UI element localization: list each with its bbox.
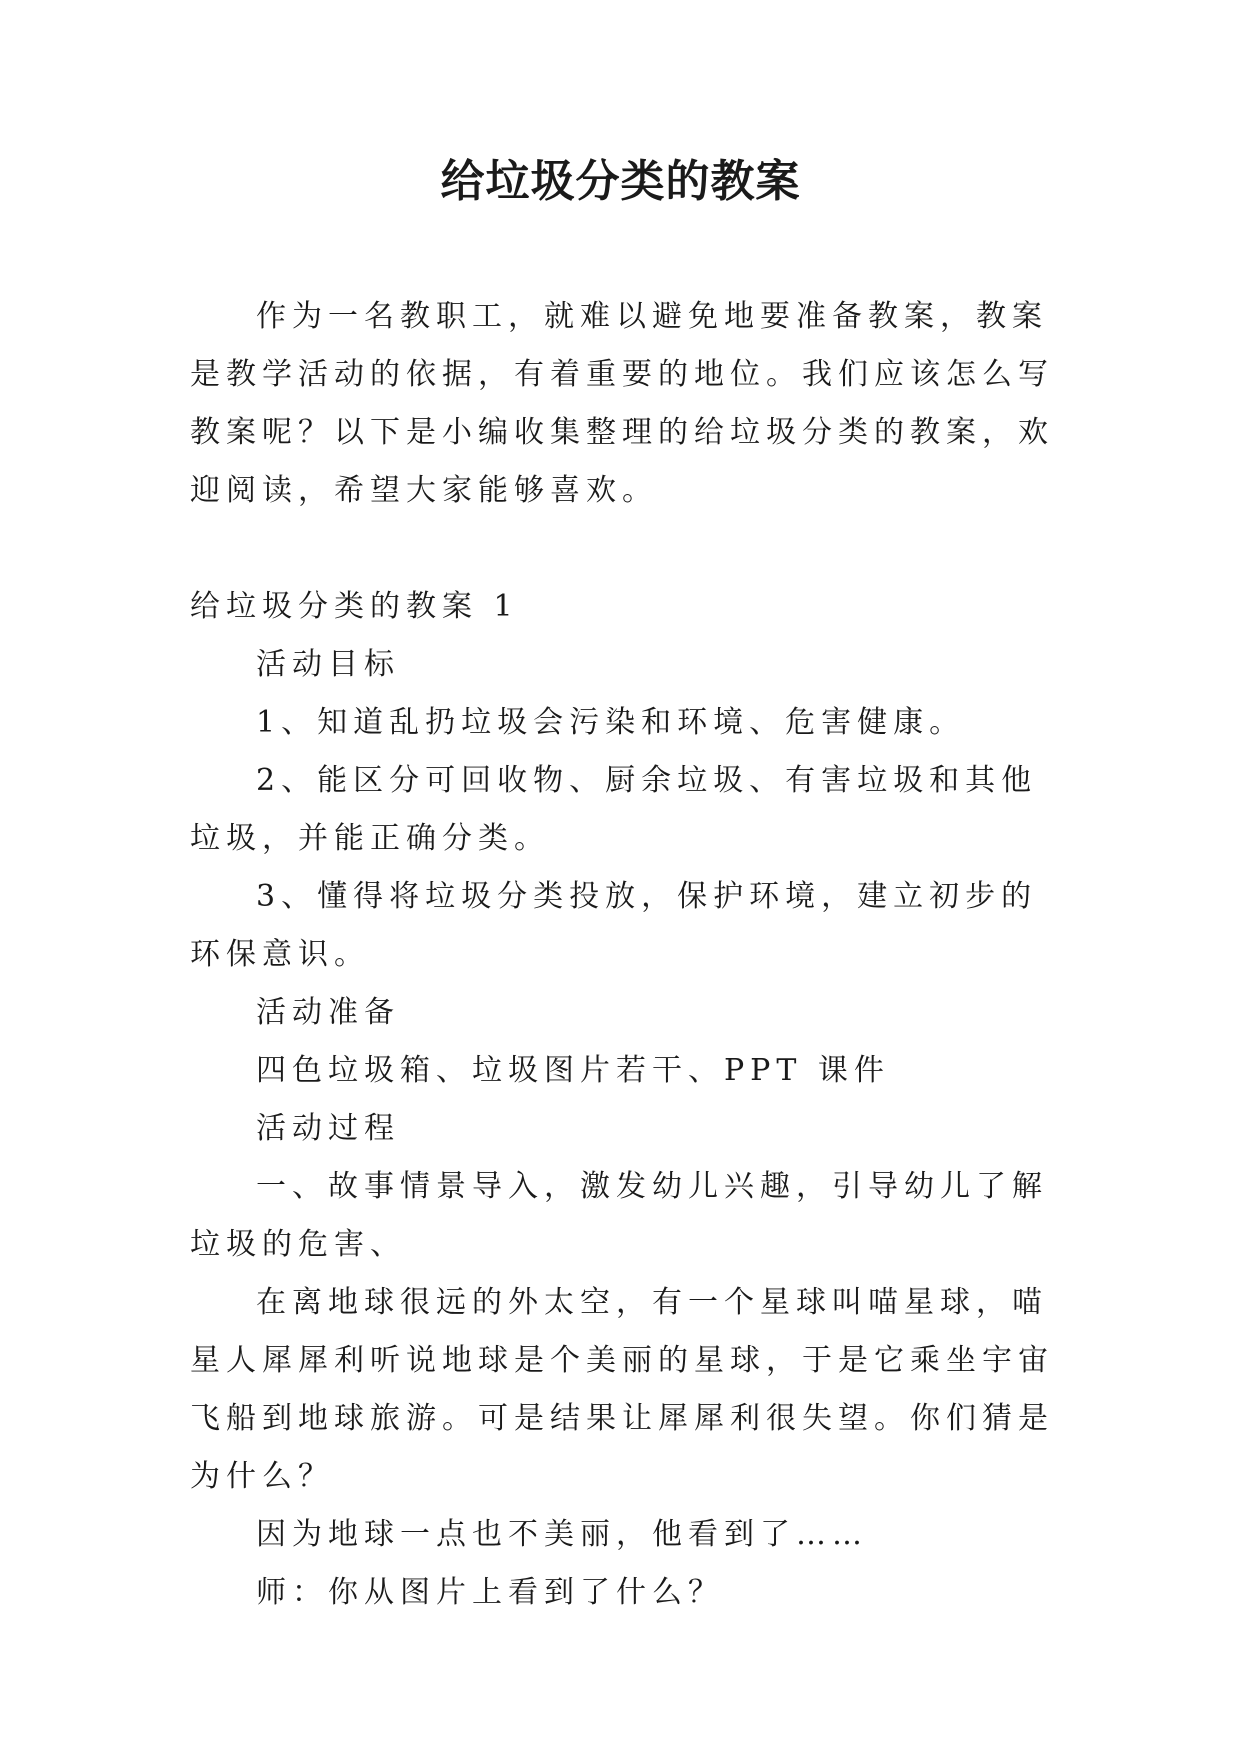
paragraph: 1、知道乱扔垃圾会污染和环境、危害健康。 (256, 705, 966, 740)
section-heading: 给垃圾分类的教案 1 (190, 589, 519, 624)
paragraph: 2、能区分可回收物、厨余垃圾、有害垃圾和其他垃圾，并能正确分类。 (190, 763, 1038, 856)
paragraph: 一、故事情景导入，激发幼儿兴趣，引导幼儿了解垃圾的危害、 (190, 1169, 1048, 1262)
intro-paragraph: 作为一名教职工，就难以避免地要准备教案，教案是教学活动的依据，有着重要的地位。我们应该怎么写教案呢？以下是小编收集整理的给垃圾分类的教案，欢迎阅读，希望大家能够喜欢。 (190, 299, 1054, 508)
paragraph: 活动目标 (256, 647, 400, 682)
paragraph: 活动准备 (256, 995, 400, 1030)
paragraph: 师：你从图片上看到了什么？ (256, 1575, 724, 1610)
paragraph: 因为地球一点也不美丽，他看到了…… (256, 1517, 868, 1552)
document-body (190, 288, 1055, 1622)
paragraph: 3、懂得将垃圾分类投放，保护环境，建立初步的环保意识。 (190, 879, 1038, 972)
paragraph: 四色垃圾箱、垃圾图片若干、PPT 课件 (256, 1053, 890, 1088)
paragraph: 在离地球很远的外太空，有一个星球叫喵星球，喵星人犀犀利听说地球是个美丽的星球，于是它乘坐宇宙飞船到地球旅游。可是结果让犀犀利很失望。你们猜是为什么？ (190, 1285, 1054, 1494)
paragraph: 活动过程 (256, 1111, 400, 1146)
document-title: 给垃圾分类的教案 (440, 156, 801, 207)
